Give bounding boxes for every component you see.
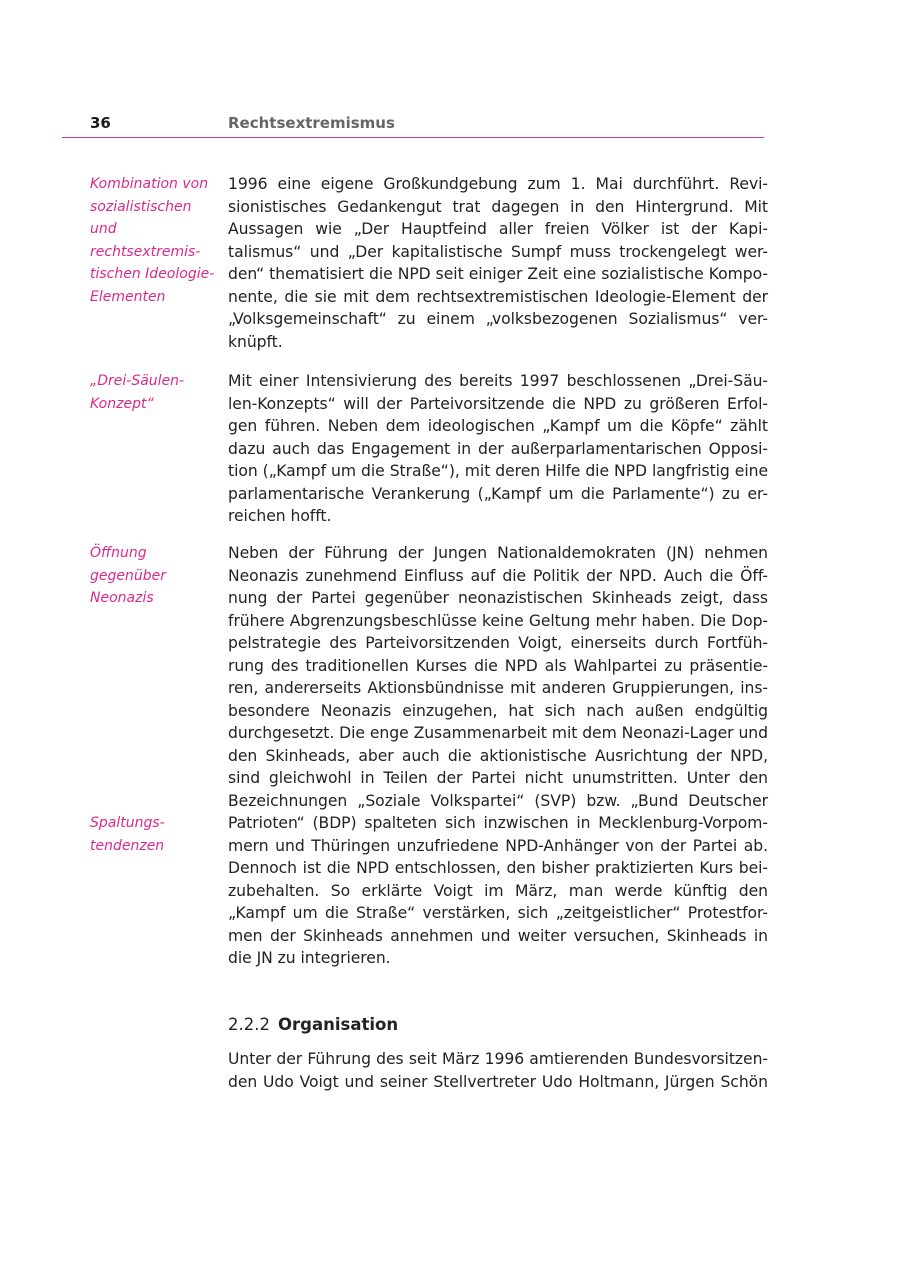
section-heading [228,1015,398,1034]
text-line: Neonazis zunehmend Einfluss auf die Politik der NPD. Auch die Öff- [228,566,768,585]
margin-note-splits: Spaltungs- tendenzen [90,815,165,854]
running-head: Rechtsextremismus [228,114,395,132]
text-line: pelstrategie des Parteivorsitzenden Voigt, einerseits durch Fortfüh- [228,634,768,652]
text-line: Patrioten“ (BDP) spalteten sich inzwischen in Mecklenburg-Vorpom- [228,814,768,832]
text-line: mern und Thüringen unzufriedene NPD-Anhänger von der Partei ab. [228,836,768,855]
text-line: nung der Partei gegenüber neonazistischen Skinheads zeigt, dass [228,589,768,607]
text-line: „Volksgemeinschaft“ zu einem „volksbezogenen Sozialismus“ ver- [228,310,768,328]
text-line: besondere Neonazis einzugehen, hat sich nach außen endgültig [228,701,768,720]
section-title: Organisation [277,1015,399,1034]
text-line: gen führen. Neben dem ideologischen „Kampf um die Köpfe“ zählt [228,417,768,435]
margin-note-three-pillars: „Drei-Säulen- Konzept“ [90,373,185,412]
paragraph-1 [228,173,768,353]
text-line: 1996 eine eigene Großkundgebung zum 1. Mai durchführt. Revi- [228,175,768,193]
text-line: tion („Kampf um die Straße“), mit deren Hilfe die NPD langfristig eine [228,462,768,480]
text-line: Unter der Führung des seit März 1996 amtierenden Bundesvorsitzen- [228,1050,768,1068]
paragraph-closing [228,1048,768,1093]
margin-note-ideology: Kombination von sozialistischen und rechtsextremis- tischen Ideologie- Elementen [90,176,215,305]
text-line: knüpft. [228,332,283,351]
text-line: sind gleichwohl in Teilen der Partei nicht unumstritten. Unter den [228,769,768,787]
text-line: Dennoch ist die NPD entschlossen, den bisher praktizierten Kurs bei- [228,859,768,877]
paragraph-2 [228,370,768,528]
text-line: dazu auch das Engagement in der außerparlamentarischen Opposi- [228,439,768,458]
text-line: nente, die sie mit dem rechtsextremistischen Ideologie-Element der [228,287,768,306]
text-line: zubehalten. So erklärte Voigt im März, man werde künftig den [228,881,768,900]
text-line: Bezeichnungen „Soziale Volkspartei“ (SVP) bzw. „Bund Deutscher [228,791,768,810]
text-line: sionistisches Gedankengut trat dagegen in den Hintergrund. Mit [228,197,768,216]
text-line: rung des traditionellen Kurses die NPD als Wahlpartei zu präsentie- [228,656,768,675]
text-line: Neben der Führung der Jungen Nationaldemokraten (JN) nehmen [228,544,768,562]
header-rule [62,137,764,138]
text-line: frühere Abgrenzungsbeschlüsse keine Geltung mehr haben. Die Dop- [228,611,768,630]
text-line: talismus“ und „Der kapitalistische Sumpf muss trockengelegt wer- [228,242,768,261]
section-number: 2.2.2 [228,1015,270,1034]
margin-note-neonazis: Öffnung gegenüber Neonazis [90,545,167,606]
text-line: reichen hofft. [228,507,332,525]
text-line: men der Skinheads annehmen und weiter versuchen, Skinheads in [228,926,768,945]
text-line: ren, andererseits Aktionsbündnisse mit anderen Gruppierungen, ins- [228,679,768,697]
paragraph-3 [228,542,768,970]
text-line: parlamentarische Verankerung („Kampf um die Parlamente“) zu er- [228,484,768,503]
text-line: den“ thematisiert die NPD seit einiger Zeit eine sozialistische Kompo- [228,265,768,283]
page-number: 36 [90,114,111,132]
text-line: len-Konzepts“ will der Parteivorsitzende die NPD zu größeren Erfol- [228,394,768,413]
text-line: den Udo Voigt und seiner Stellvertreter Udo Holtmann, Jürgen Schön [228,1072,768,1091]
text-line: den Skinheads, aber auch die aktionistische Ausrichtung der NPD, [228,746,768,765]
text-line: durchgesetzt. Die enge Zusammenarbeit mit dem Neonazi-Lager und [228,724,768,742]
text-line: Aussagen wie „Der Hauptfeind aller freien Völker ist der Kapi- [228,220,768,238]
text-line: „Kampf um die Straße“ verstärken, sich „zeitgeistlicher“ Protestfor- [228,904,768,922]
text-line: die JN zu integrieren. [228,949,391,967]
text-line: Mit einer Intensivierung des bereits 1997 beschlossenen „Drei-Säu- [228,372,768,390]
